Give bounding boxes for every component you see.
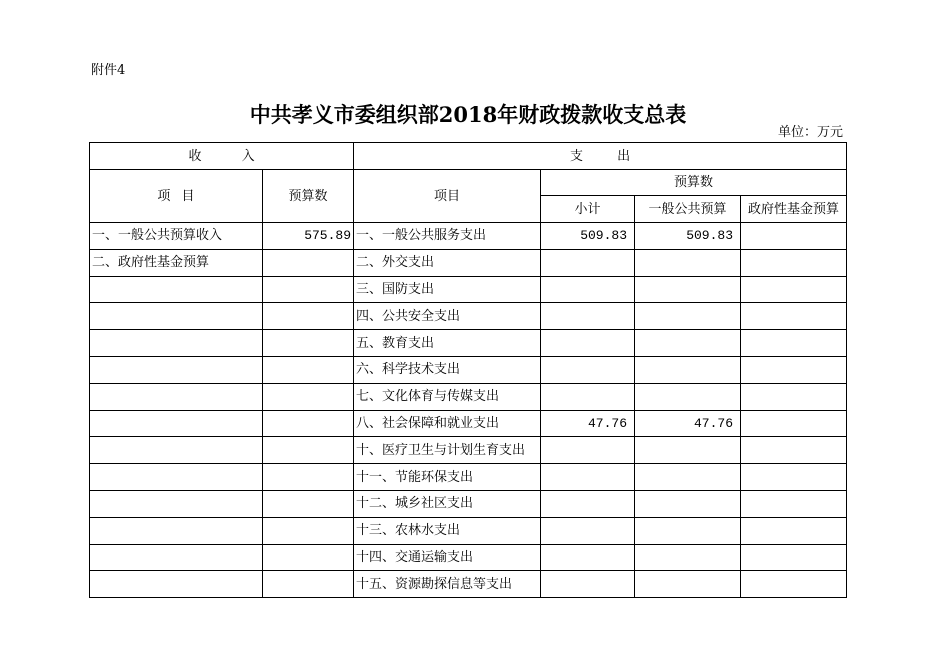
income-budget-cell — [263, 490, 354, 517]
subtotal-cell — [541, 437, 635, 464]
income-budget-cell — [263, 464, 354, 491]
income-item-cell — [90, 383, 263, 410]
expense-item-cell: 十二、城乡社区支出 — [354, 490, 541, 517]
expense-budget-header: 预算数 — [541, 170, 847, 196]
subtotal-header: 小计 — [541, 196, 635, 223]
page-title: 中共孝义市委组织部2018年财政拨款收支总表 — [249, 102, 687, 127]
income-budget-cell: 575.89 — [263, 223, 354, 250]
attachment-label: 附件4 — [91, 63, 126, 78]
fund-budget-cell — [741, 330, 847, 357]
expense-item-cell: 七、文化体育与传媒支出 — [354, 383, 541, 410]
income-item-cell — [90, 330, 263, 357]
fund-budget-cell — [741, 303, 847, 330]
table-row — [90, 383, 847, 410]
expense-item-cell: 十四、交通运输支出 — [354, 544, 541, 571]
income-item-cell: 二、政府性基金预算 — [90, 249, 263, 276]
expense-item-cell: 一、一般公共服务支出 — [354, 223, 541, 250]
table-row — [90, 437, 847, 464]
header-row-sections — [90, 143, 847, 170]
general-budget-cell — [635, 383, 741, 410]
table-row — [90, 330, 847, 357]
subtotal-cell — [541, 517, 635, 544]
income-item-cell — [90, 410, 263, 437]
income-item-cell — [90, 517, 263, 544]
general-budget-cell — [635, 303, 741, 330]
fund-budget-cell — [741, 437, 847, 464]
unit-label: 单位：万元 — [777, 125, 843, 140]
subtotal-cell — [541, 303, 635, 330]
income-budget-cell — [263, 437, 354, 464]
subtotal-cell — [541, 276, 635, 303]
income-budget-cell — [263, 517, 354, 544]
income-budget-cell — [263, 276, 354, 303]
expense-item-cell: 十五、资源勘探信息等支出 — [354, 571, 541, 598]
table-row — [90, 249, 847, 276]
table-row — [90, 571, 847, 598]
income-budget-cell — [263, 544, 354, 571]
expense-item-header: 项目 — [354, 170, 541, 223]
table-row — [90, 276, 847, 303]
expense-section-header — [354, 143, 847, 170]
subtotal-cell — [541, 571, 635, 598]
fund-budget-cell — [741, 464, 847, 491]
income-item-cell — [90, 303, 263, 330]
income-item-cell — [90, 571, 263, 598]
subtotal-cell: 47.76 — [541, 410, 635, 437]
income-item-header-label: 项 目 — [157, 188, 195, 204]
fund-budget-cell — [741, 544, 847, 571]
expense-item-cell: 十、医疗卫生与计划生育支出 — [354, 437, 541, 464]
income-item-cell — [90, 464, 263, 491]
income-budget-cell — [263, 330, 354, 357]
income-budget-cell — [263, 571, 354, 598]
income-item-cell: 一、一般公共预算收入 — [90, 223, 263, 250]
general-budget-cell — [635, 330, 741, 357]
income-item-header — [90, 170, 263, 223]
income-budget-cell — [263, 249, 354, 276]
fund-budget-cell — [741, 383, 847, 410]
table-row — [90, 464, 847, 491]
income-section-label: 收 入 — [188, 148, 255, 164]
expense-item-cell: 二、外交支出 — [354, 249, 541, 276]
income-budget-cell — [263, 383, 354, 410]
subtotal-cell — [541, 249, 635, 276]
expense-item-cell: 十一、节能环保支出 — [354, 464, 541, 491]
income-budget-cell — [263, 410, 354, 437]
header-row-columns — [90, 170, 847, 196]
general-budget-cell — [635, 464, 741, 491]
fund-budget-cell — [741, 249, 847, 276]
income-item-cell — [90, 544, 263, 571]
general-budget-cell: 47.76 — [635, 410, 741, 437]
fund-budget-cell — [741, 356, 847, 383]
subtotal-cell — [541, 464, 635, 491]
general-budget-cell — [635, 517, 741, 544]
table-row — [90, 517, 847, 544]
income-budget-header: 预算数 — [263, 170, 354, 223]
general-budget-header: 一般公共预算 — [635, 196, 741, 223]
fund-budget-header: 政府性基金预算 — [741, 196, 847, 223]
expense-item-cell: 三、国防支出 — [354, 276, 541, 303]
table-row — [90, 356, 847, 383]
subtotal-cell — [541, 330, 635, 357]
subtotal-cell — [541, 383, 635, 410]
fund-budget-cell — [741, 276, 847, 303]
income-section-header — [90, 143, 354, 170]
general-budget-cell — [635, 276, 741, 303]
general-budget-cell — [635, 571, 741, 598]
fund-budget-cell — [741, 517, 847, 544]
general-budget-cell — [635, 437, 741, 464]
expense-item-cell: 八、社会保障和就业支出 — [354, 410, 541, 437]
general-budget-cell — [635, 356, 741, 383]
expense-section-label: 支 出 — [569, 148, 631, 164]
general-budget-cell: 509.83 — [635, 223, 741, 250]
general-budget-cell — [635, 490, 741, 517]
table-row — [90, 223, 847, 250]
income-budget-cell — [263, 303, 354, 330]
table-row — [90, 410, 847, 437]
table-row — [90, 544, 847, 571]
fund-budget-cell — [741, 571, 847, 598]
income-item-cell — [90, 276, 263, 303]
expense-item-cell: 十三、农林水支出 — [354, 517, 541, 544]
budget-summary-table — [89, 142, 847, 598]
expense-item-cell: 四、公共安全支出 — [354, 303, 541, 330]
subtotal-cell — [541, 356, 635, 383]
subtotal-cell — [541, 490, 635, 517]
subtotal-cell: 509.83 — [541, 223, 635, 250]
table-row — [90, 303, 847, 330]
income-item-cell — [90, 437, 263, 464]
fund-budget-cell — [741, 410, 847, 437]
expense-item-cell: 六、科学技术支出 — [354, 356, 541, 383]
table-row — [90, 490, 847, 517]
general-budget-cell — [635, 249, 741, 276]
income-budget-cell — [263, 356, 354, 383]
subtotal-cell — [541, 544, 635, 571]
income-item-cell — [90, 490, 263, 517]
fund-budget-cell — [741, 490, 847, 517]
general-budget-cell — [635, 544, 741, 571]
expense-item-cell: 五、教育支出 — [354, 330, 541, 357]
income-item-cell — [90, 356, 263, 383]
fund-budget-cell — [741, 223, 847, 250]
